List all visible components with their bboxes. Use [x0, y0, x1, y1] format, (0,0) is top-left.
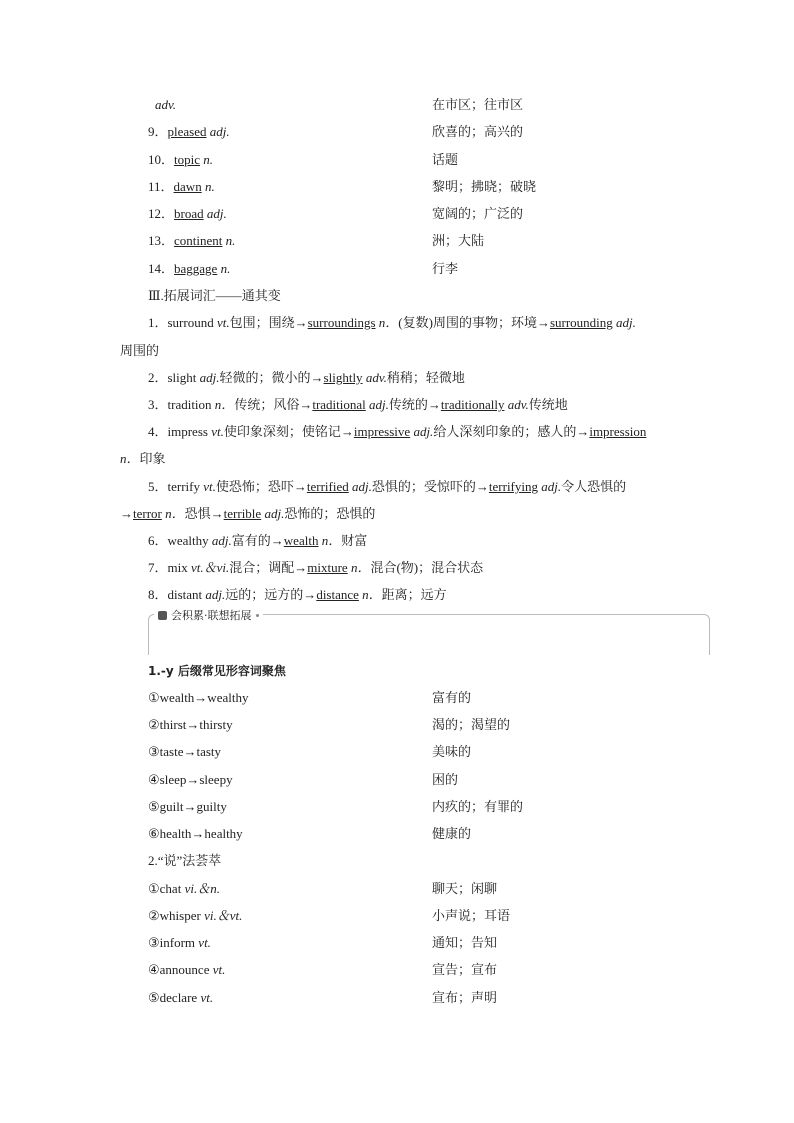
list-item-en: ⑥health→healthy: [148, 826, 243, 841]
list-item-cn: 健康的: [432, 826, 472, 841]
word: broad: [174, 206, 204, 221]
list-item-cn: 困的: [432, 772, 459, 787]
word-meaning: 话题: [432, 152, 459, 167]
ext-item: 3．tradition n．传统；风俗→traditional adj.传统的→traditionally adv.传统地: [148, 397, 568, 412]
ext-item: 5．terrify vt.使恐怖；恐吓→terrified adj.恐惧的；受惊吓的→terrifying adj.令人恐惧的: [148, 479, 627, 494]
ext-item-cont: 周围的: [120, 343, 160, 358]
dot-icon: [256, 614, 259, 617]
list-item-en: ③taste→tasty: [148, 744, 222, 759]
word: topic: [174, 152, 201, 167]
list-item-en: ②thirst→thirsty: [148, 717, 233, 732]
word: baggage: [174, 261, 218, 276]
ext-item: 1．surround vt.包围；围绕→surroundings n．(复数)周围的事物；环境→surrounding adj.: [148, 315, 636, 330]
word-row: 14．baggage n.: [148, 261, 231, 276]
tip-box-label: 会积累·联想拓展: [154, 608, 263, 624]
word-meaning: 宽阔的；广泛的: [432, 206, 524, 221]
list-item-en: ⑤guilt→guilty: [148, 799, 227, 814]
word-row: 13．continent n.: [148, 233, 236, 248]
word-row: 12．broad adj.: [148, 206, 227, 221]
list-item-en: ②whisper vi.＆vt.: [148, 908, 243, 923]
word-pos: adv.: [155, 97, 177, 112]
word: dawn: [173, 179, 202, 194]
ext-item: 4．impress vt.使印象深刻；使铭记→impressive adj.给人深刻印象的；感人的→impression: [148, 424, 647, 439]
section-title: Ⅲ.拓展词汇——通其变: [148, 288, 281, 303]
list-item-cn: 美味的: [432, 744, 472, 759]
ext-item-cont: →terror n．恐惧→terrible adj.恐怖的；恐惧的: [120, 506, 376, 521]
word-meaning: 行李: [432, 261, 459, 276]
word-meaning: 黎明；拂晓；破晓: [432, 179, 537, 194]
ext-item: 2．slight adj.轻微的；微小的→slightly adv.稍稍；轻微地: [148, 370, 465, 385]
ext-item: 7．mix vt.＆vi.混合；调配→mixture n．混合(物)；混合状态: [148, 560, 484, 575]
list-item-cn: 渴的；渴望的: [432, 717, 511, 732]
word-row: 9．pleased adj.: [148, 124, 230, 139]
list-item-cn: 聊天；闲聊: [432, 881, 498, 896]
word-meaning: 在市区；往市区: [432, 97, 524, 112]
word: pleased: [167, 124, 207, 139]
list-item-cn: 宣布；声明: [432, 990, 498, 1005]
list-item-en: ①wealth→wealthy: [148, 690, 249, 705]
word-row: 11．dawn n.: [148, 179, 215, 194]
list-item-en: ④sleep→sleepy: [148, 772, 233, 787]
group-title: 2.“说”法荟萃: [148, 853, 222, 868]
list-item-cn: 宣告；宣布: [432, 962, 498, 977]
list-item-cn: 小声说；耳语: [432, 908, 511, 923]
list-item-en: ①chat vi.＆n.: [148, 881, 220, 896]
list-item-cn: 通知；告知: [432, 935, 498, 950]
list-item-en: ⑤declare vt.: [148, 990, 214, 1005]
group-title: 1.-y 后缀常见形容词聚焦: [148, 664, 286, 678]
list-item-cn: 富有的: [432, 690, 472, 705]
ext-item: 8．distant adj.远的；远方的→distance n．距离；远方: [148, 587, 447, 602]
ext-item: 6．wealthy adj.富有的→wealth n．财富: [148, 533, 368, 548]
word-meaning: 洲；大陆: [432, 233, 485, 248]
word-row: 10．topic n.: [148, 152, 214, 167]
list-item-en: ③inform vt.: [148, 935, 211, 950]
list-item-en: ④announce vt.: [148, 962, 226, 977]
word-meaning: 欣喜的；高兴的: [432, 124, 524, 139]
ext-item-cont: n．印象: [120, 451, 166, 466]
word: continent: [174, 233, 223, 248]
note-icon: [158, 611, 167, 620]
list-item-cn: 内疚的；有罪的: [432, 799, 524, 814]
